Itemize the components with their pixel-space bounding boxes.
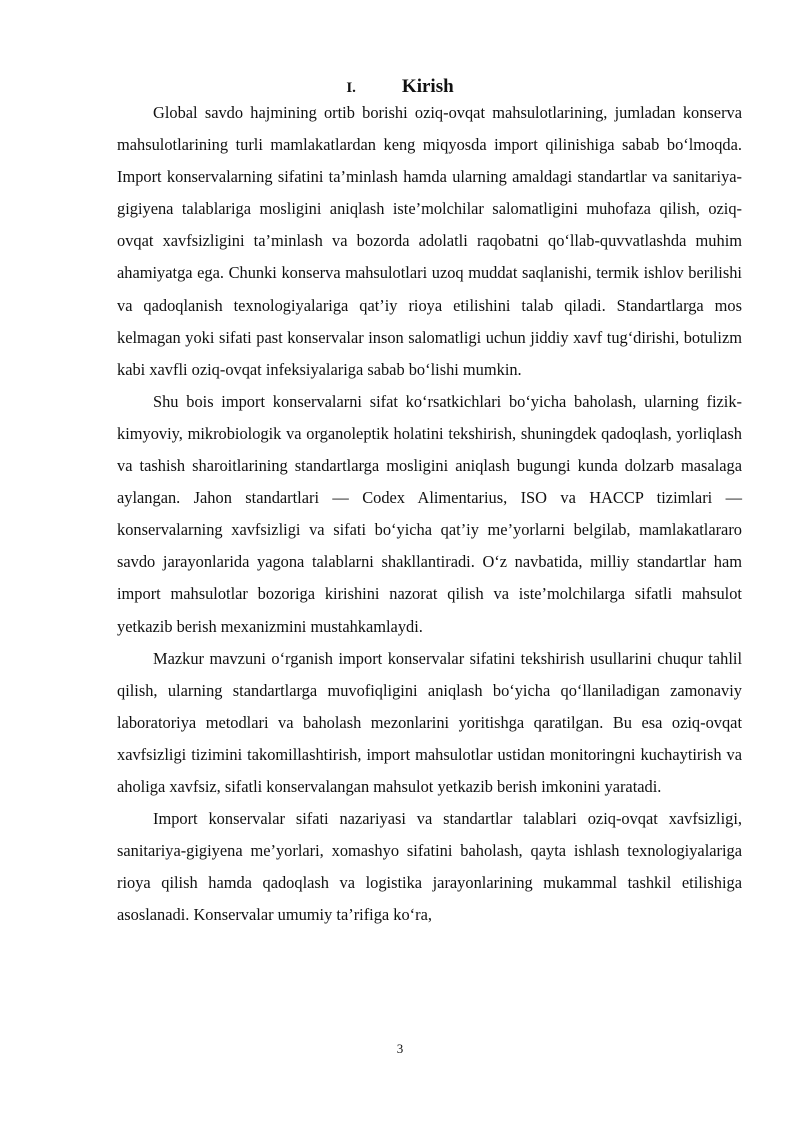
paragraph: Import konservalar sifati nazariyasi va standartlar talablari oziq-ovqat xavfsizligi, sanitariya-gigiyena me’yorlari, xomashyo sifatini baholash, qayta ishlash texnologiyalariga rioya qilish hamda qadoqlash va logistika jarayonlarining mukammal tashkil etilishiga asoslanadi. Konservalar umumiy ta’rifiga ko‘ra, (117, 809, 742, 925)
paragraph: Shu bois import konservalarni sifat ko‘rsatkichlari bo‘yicha baholash, ularning fizik-kimyoviy, mikrobiologik va organoleptik holatini tekshirish, shuningdek qadoqlash, yorliqlash va tashish sharoitlarining standartlarga mosligini aniqlash bugungi kunda dolzarb masalaga aylangan. Jahon standartlari — Codex Alimentarius, ISO va HACCP tizimlari — konservalarning xavfsizligi va sifati bo‘yicha qat’iy me’yorlarni belgilab, mamlakatlararo savdo jarayonlarida yagona talablarni shakllantiradi. O‘z navbatida, milliy standartlar ham import mahsulotlar bozoriga kirishini nazorat qilish va iste’molchilarga sifatli mahsulot yetkazib berish mexanizmini mustahkamlaydi. (117, 391, 742, 636)
section-number: I. (346, 80, 356, 96)
body-text (117, 97, 742, 931)
section-heading (0, 76, 800, 98)
paragraph: Mazkur mavzuni o‘rganish import konservalar sifatini tekshirish usullarini chuqur tahlil qilish, ularning standartlarga muvofiqligini aniqlash bo‘yicha qo‘llaniladigan zamonaviy laboratoriya metodlari va baholash mezonlarini yoritishga qaratilgan. Bu esa oziq-ovqat xavfsizligi tizimini takomillashtirish, import mahsulotlar ustidan monitoringni kuchaytirish va aholiga xavfsiz, sifatli konservalangan mahsulot yetkazib berish imkonini yaratadi. (117, 648, 742, 796)
section-title: Kirish (401, 76, 454, 97)
paragraph: Global savdo hajmining ortib borishi oziq-ovqat mahsulotlarining, jumladan konserva mahsulotlarining turli mamlakatlardan keng miqyosda import qilinishiga sabab bo‘lmoqda. Import konservalarning sifatini ta’minlash hamda ularning amaldagi standartlar va sanitariya-gigiyena talablariga mosligini aniqlash iste’molchilar salomatligini muhofaza qilish, oziq-ovqat xavfsizligini ta’minlash va bozorda adolatli raqobatni qo‘llab-quvvatlashda muhim ahamiyatga ega. Chunki konserva mahsulotlari uzoq muddat saqlanishi, termik ishlov berilishi va qadoqlanish texnologiyalariga qat’iy rioya etilishini talab qiladi. Standartlarga mos kelmagan yoki sifati past konservalar inson salomatligi uchun jiddiy xavf tug‘dirishi, botulizm kabi xavfli oziq-ovqat infeksiyalariga sabab bo‘lishi mumkin. (117, 103, 742, 379)
page-number: 3 (396, 1041, 404, 1056)
